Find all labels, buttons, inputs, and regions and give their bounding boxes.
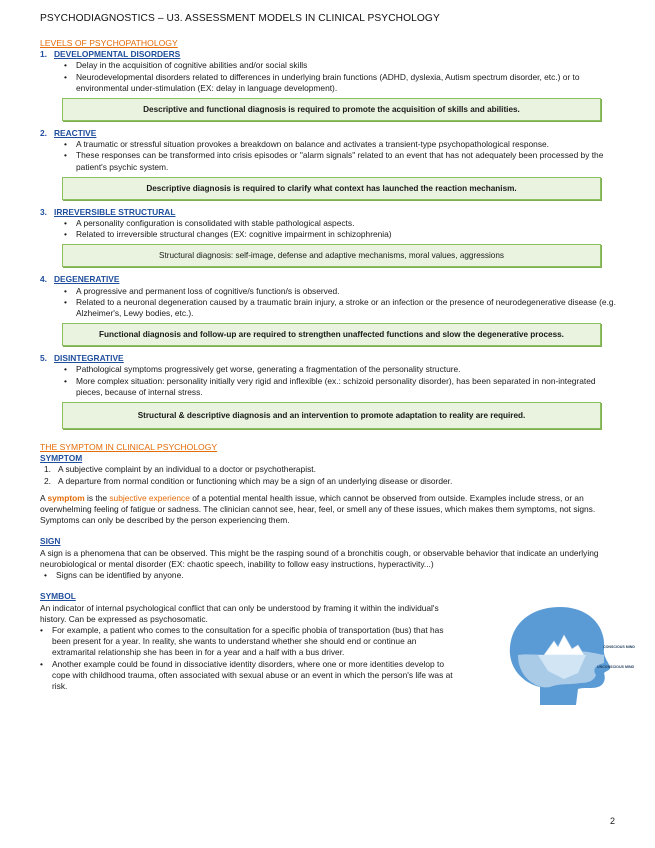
page-number: 2 xyxy=(610,816,616,826)
bullet-list xyxy=(40,364,618,398)
bullet-list xyxy=(40,286,618,320)
sign-paragraph: A sign is a phenomena that can be observed. This might be the rasping sound of a bronchitis cough, or observable behavior that indicate an underlying neurobiological or mental disorder (EX: chaotic speech, inability to follow easy instructions, hyperactivity...) xyxy=(40,547,599,569)
head-iceberg-illustration xyxy=(500,603,635,711)
bullet-item: • These responses can be transformed into crisis episodes or "alarm signals" related to an event that has not adequately been processed by the patient's psychic system. xyxy=(64,150,618,172)
level-heading: 3. IRREVERSIBLE STRUCTURAL xyxy=(40,206,176,217)
symptom-section-title: THE SYMPTOM IN CLINICAL PSYCHOLOGY xyxy=(40,442,218,453)
bullet-item: • Signs can be identified by anyone. xyxy=(44,570,618,581)
sign-heading: SIGN xyxy=(40,536,61,547)
diagnosis-callout: Structural & descriptive diagnosis and an intervention to promote adaptation to reality are required. xyxy=(62,402,601,429)
page-header: PSYCHODIAGNOSTICS – U3. ASSESSMENT MODELS IN CLINICAL PSYCHOLOGY xyxy=(40,13,440,24)
bullet-item: • More complex situation: personality initially very rigid and inflexible (ex.: schizoid personality disorder), has been separated in non-integrated pieces, because of internal stress. xyxy=(64,376,618,398)
bullet-list xyxy=(40,60,618,94)
levels-section-title: LEVELS OF PSYCHOPATHOLOGY xyxy=(40,38,178,48)
symptom-paragraph: A symptom is the subjective experience of a potential mental health issue, which cannot be observed from outside. Examples include stress, or an overwhelming feeling of fatigue or sadness. The clinician cannot see, hear, feel, or smell any of these issues, which makes them symptoms, not signs. Symptoms can only be described by the person experiencing them. xyxy=(40,492,596,526)
bullet-list xyxy=(40,625,458,692)
numbered-item: 2. A departure from normal condition or functioning which may be a sign of an underlying disease or disorder. xyxy=(44,475,453,486)
diagnosis-callout: Descriptive diagnosis is required to clarify what context has launched the reaction mechanism. xyxy=(62,177,601,200)
numbered-list xyxy=(40,464,618,486)
level-heading: 5. DISINTEGRATIVE xyxy=(40,353,124,364)
bullet-list xyxy=(40,570,618,581)
symptom-heading: SYMPTOM xyxy=(40,453,83,464)
symbol-paragraph: An indicator of internal psychological conflict that can only be understood by framing it within the individual's history. Can be expressed as psychosomatic. xyxy=(40,602,439,624)
bullet-item: • Related to irreversible structural changes (EX: cognitive impairment in schizophrenia) xyxy=(64,229,618,240)
symbol-heading: SYMBOL xyxy=(40,591,76,602)
diagnosis-callout: Structural diagnosis: self-image, defense and adaptive mechanisms, moral values, aggressions xyxy=(62,244,601,267)
document-body xyxy=(40,38,635,692)
bullet-item: • Another example could be found in dissociative identity disorders, where one or more identities develop to cope with childhood trauma, often associated with sexual abuse or an event in which the person's life was at risk. xyxy=(40,659,458,693)
numbered-item: 1. A subjective complaint by an individual to a doctor or psychotherapist. xyxy=(44,464,316,475)
conscious-mind-label: CONSCIOUS MIND xyxy=(603,644,635,649)
bullet-item: • A traumatic or stressful situation provokes a breakdown on balance and activates a transient-type psychopathological response. xyxy=(64,139,618,150)
bullet-item: • Neurodevelopmental disorders related to differences in underlying brain functions (ADHD, dyslexia, Autism spectrum disorder, etc.) or to environmental under-stimulation (EX: delay in language development). xyxy=(64,72,618,94)
bullet-list xyxy=(40,218,618,240)
bullet-list xyxy=(40,139,618,173)
level-heading: 1. DEVELOPMENTAL DISORDERS xyxy=(40,49,181,60)
level-heading: 4. DEGENERATIVE xyxy=(40,274,120,285)
bullet-item: • A personality configuration is consolidated with stable pathological aspects. xyxy=(64,218,618,229)
diagnosis-callout: Descriptive and functional diagnosis is required to promote the acquisition of skills and abilities. xyxy=(62,98,601,121)
level-heading: 2. REACTIVE xyxy=(40,128,97,139)
bullet-item: • Pathological symptoms progressively get worse, generating a fragmentation of the personality structure. xyxy=(64,364,618,375)
bullet-item: • Delay in the acquisition of cognitive abilities and/or social skills xyxy=(64,60,618,71)
unconscious-mind-label: UNCONSCIOUS MIND xyxy=(597,664,635,669)
bullet-item: • For example, a patient who comes to the consultation for a specific phobia of transportation (bus) that has been present for a year. In reality, she wants to understand whether she should end or continue an extramarital relationship she has been in for a year and a half with a bus driver. xyxy=(40,625,458,659)
bullet-item: • A progressive and permanent loss of cognitive/s function/s is observed. xyxy=(64,286,618,297)
symbol-section xyxy=(40,602,635,693)
bullet-item: • Related to a neuronal degeneration caused by a traumatic brain injury, a stroke or an infection or the presence of neurodegenerative disease (e.g. Alzheimer's, Lewy bodies, etc.). xyxy=(64,297,618,319)
diagnosis-callout: Functional diagnosis and follow-up are required to strengthen unaffected functions and slow the degenerative process. xyxy=(62,323,601,346)
